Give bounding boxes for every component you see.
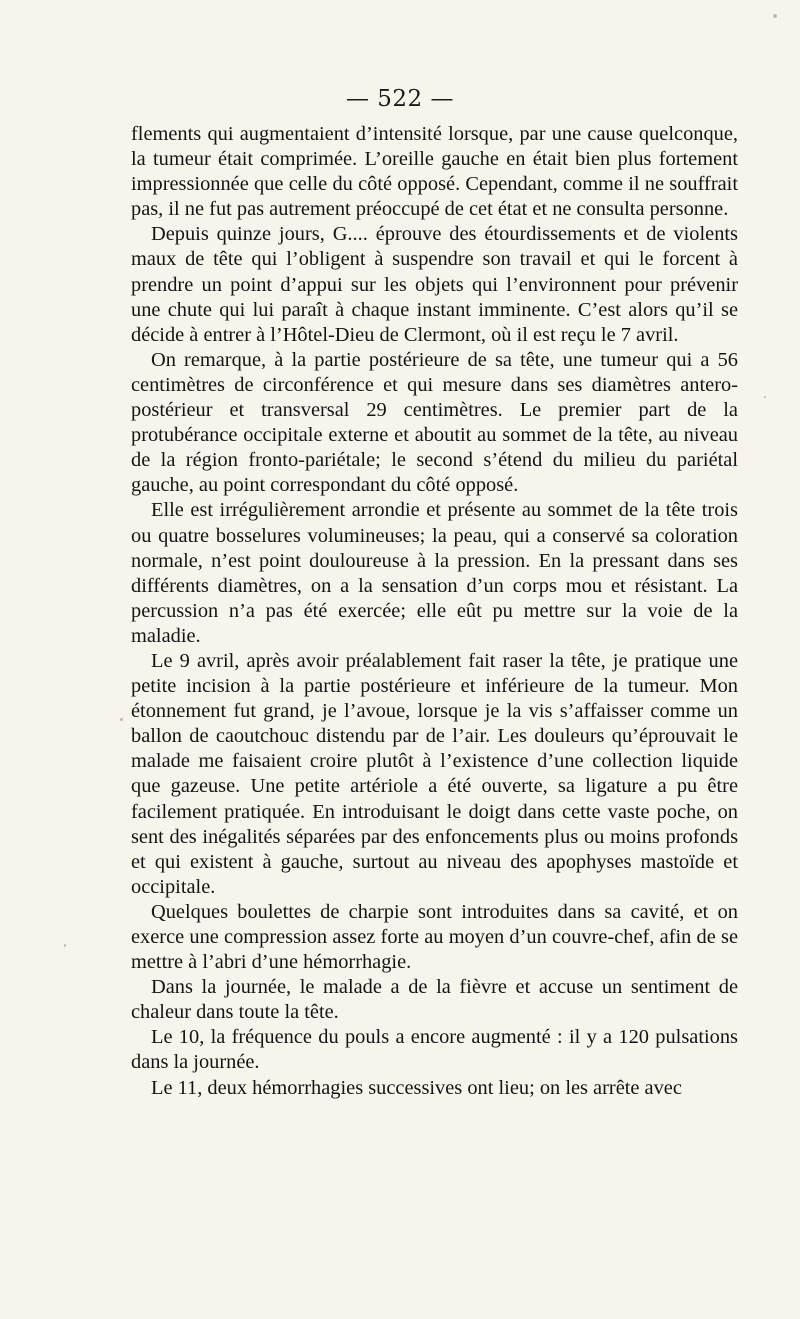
- paragraph-3: On remarque, à la partie postérieure de sa tête, une tumeur qui a 56 centimètres de circonférence et qui mesure dans ses diamètres antero-postérieur et transversal 29 centimètres. Le premier part de la protubérance occipitale externe et aboutit au sommet de la tête, au niveau de la région fronto-pariétale; le second s’étend du milieu du pariétal gauche, au point correspondant du côté opposé.: [131, 348, 738, 497]
- paragraph-1: flements qui augmentaient d’intensité lorsque, par une cause quelconque, la tumeur était comprimée. L’oreille gauche en était bien plus fortement impressionnée que celle du côté opposé. Cependant, comme il ne souffrait pas, il ne fut pas autrement préoccupé de cet état et ne consulta personne.: [131, 123, 738, 221]
- paragraph-5: Le 9 avril, après avoir préalablement fait raser la tête, je pratique une petite incision à la partie postérieure et inférieure de la tumeur. Mon étonnement fut grand, je l’avoue, lorsque je la vis s’affaisser comme un ballon de caoutchouc distendu par de l’air. Les douleurs qu’éprouvait le malade me faisaient croire plutôt à l’existence d’une collection liquide que gazeuse. Une petite artériole a été ouverte, sa ligature a pu être facilement pratiquée. En introduisant le doigt dans cette vaste poche, on sent des inégalités séparées par des enfoncements plus ou moins profonds et qui existent à gauche, surtout au niveau des apophyses mastoïde et occipitale.: [131, 649, 738, 898]
- paper-speck: [120, 718, 123, 721]
- paragraph-4: Elle est irrégulièrement arrondie et présente au sommet de la tête trois ou quatre bosselures volumineuses; la peau, qui a conservé sa coloration normale, n’est point douloureuse à la pression. En la pressant dans ses différents diamètres, on a la sensation d’un corps mou et résistant. La percussion n’a pas été exercée; elle eût pu mettre sur la voie de la maladie.: [131, 499, 738, 647]
- paragraph-9: Le 11, deux hémorrhagies successives ont lieu; on les arrête avec: [151, 1076, 682, 1099]
- paper-speck: [773, 14, 777, 18]
- paragraph-2: Depuis quinze jours, G.... éprouve des étourdissements et de violents maux de tête qui l’obligent à suspendre son travail et qui le forcent à prendre un point d’appui sur les objets qui l’environnent pour prévenir une chute qui lui paraît à chaque instant imminente. C’est alors qu’il se décide à entrer à l’Hôtel-Dieu de Clermont, où il est reçu le 7 avril.: [131, 223, 738, 346]
- paragraph-7: Dans la journée, le malade a de la fièvre et accuse un sentiment de chaleur dans toute la tête.: [131, 976, 738, 1024]
- paragraph-6: Quelques boulettes de charpie sont introduites dans sa cavité, et on exerce une compression assez forte au moyen d’un couvre-chef, afin de se mettre à l’abri d’une hémorrhagie.: [131, 900, 738, 974]
- paper-speck: [764, 396, 766, 398]
- body-text: [131, 122, 738, 1101]
- paragraph-8: Le 10, la fréquence du pouls a encore augmenté : il y a 120 pulsations dans la journée.: [131, 1026, 738, 1074]
- page-number: — 522 —: [345, 86, 455, 112]
- paper-speck: [64, 944, 66, 947]
